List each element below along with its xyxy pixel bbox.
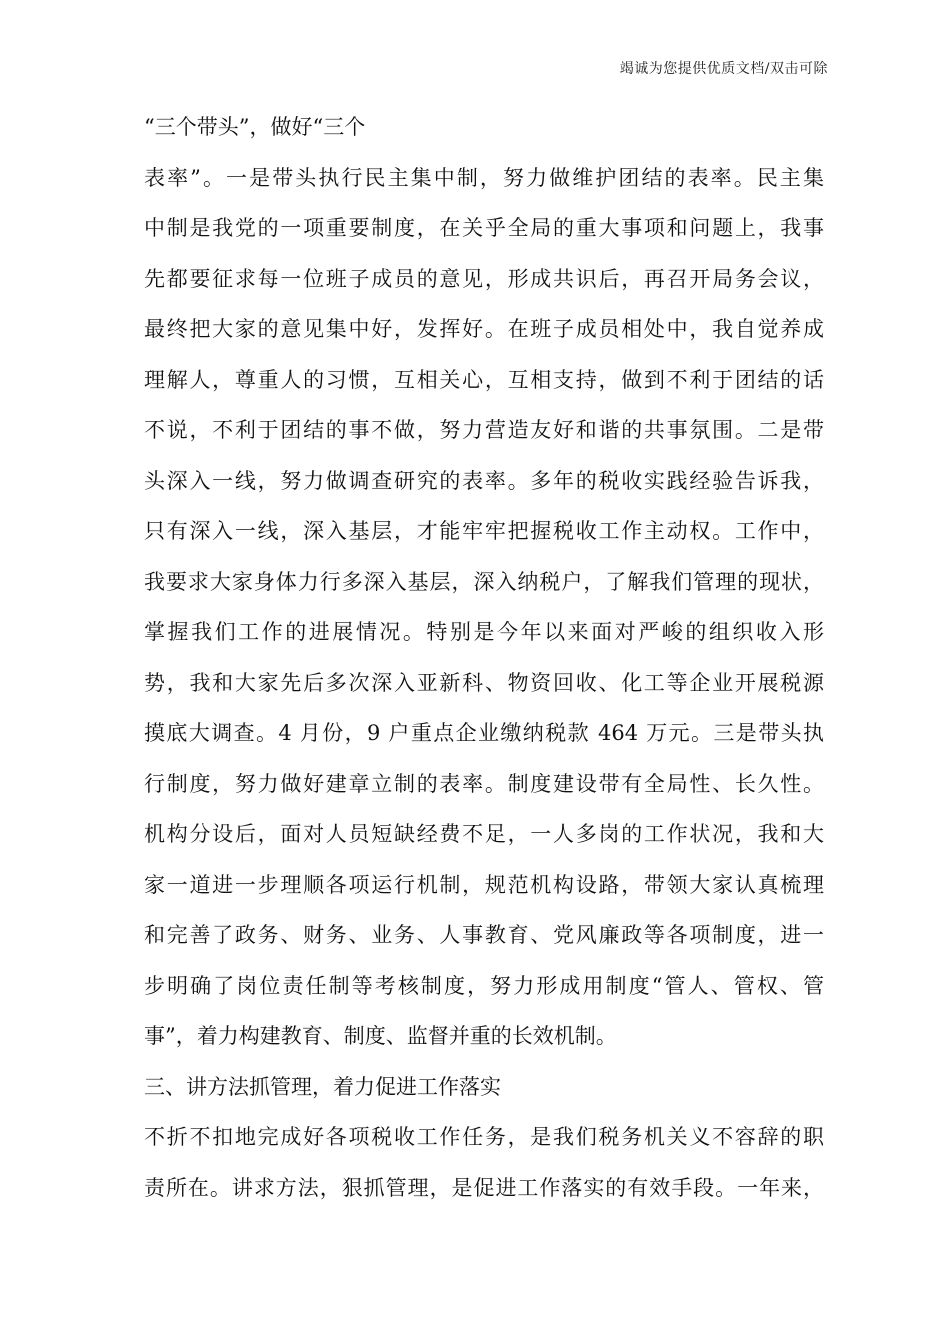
text-line: 机构分设后，面对人员短缺经费不足，一人多岗的工作状况，我和大 [144,822,824,846]
text-line: 只有深入一线，深入基层，才能牢牢把握税收工作主动权。工作中， [144,519,824,543]
text-line: 头深入一线，努力做调查研究的表率。多年的税收实践经验告诉我， [144,468,824,493]
text-line: 最终把大家的意见集中好，发挥好。在班子成员相处中，我自觉养成 [144,317,824,341]
text-line: 行制度，努力做好建章立制的表率。制度建设带有全局性、长久性。 [144,771,824,796]
text-line: 表率”。一是带头执行民主集中制，努力做维护团结的表率。民主集 [144,165,824,190]
text-line: 掌握我们工作的进展情况。特别是今年以来面对严峻的组织收入形 [144,620,824,644]
text-line: 步明确了岗位责任制等考核制度，努力形成用制度“管人、管权、管 [144,973,824,998]
text-line: 和完善了政务、财务、业务、人事教育、党风廉政等各项制度，进一 [144,923,824,947]
text-line: 不说，不利于团结的事不做，努力营造友好和谐的共事氛围。二是带 [144,418,824,442]
text-line: “三个带头”，做好“三个 [144,115,366,139]
text-line: 家一道进一步理顺各项运行机制，规范机构设路，带领大家认真梳理 [144,872,824,897]
text-line: 摸底大调查。4 月份，9 户重点企业缴纳税款 464 万元。三是带头执 [144,721,824,745]
text-line: 三、讲方法抓管理，着力促进工作落实 [144,1074,501,1099]
document-body [144,102,824,1213]
text-line: 责所在。讲求方法，狠抓管理，是促进工作落实的有效手段。一年来， [144,1175,824,1200]
text-line: 不折不扣地完成好各项税收工作任务，是我们税务机关义不容辞的职 [144,1125,824,1149]
text-line: 势，我和大家先后多次深入亚新科、物资回收、化工等企业开展税源 [144,670,824,695]
text-line: 我要求大家身体力行多深入基层，深入纳税户，了解我们管理的现状， [144,569,824,594]
text-line: 中制是我党的一项重要制度，在关乎全局的重大事项和问题上，我事 [144,216,824,240]
text-line: 事”，着力构建教育、制度、监督并重的长效机制。 [144,1024,617,1048]
page-header: 竭诚为您提供优质文档/双击可除 [619,61,828,77]
text-line: 先都要征求每一位班子成员的意见，形成共识后，再召开局务会议， [144,266,824,291]
text-line: 理解人，尊重人的习惯，互相关心，互相支持，做到不利于团结的话 [144,367,824,392]
